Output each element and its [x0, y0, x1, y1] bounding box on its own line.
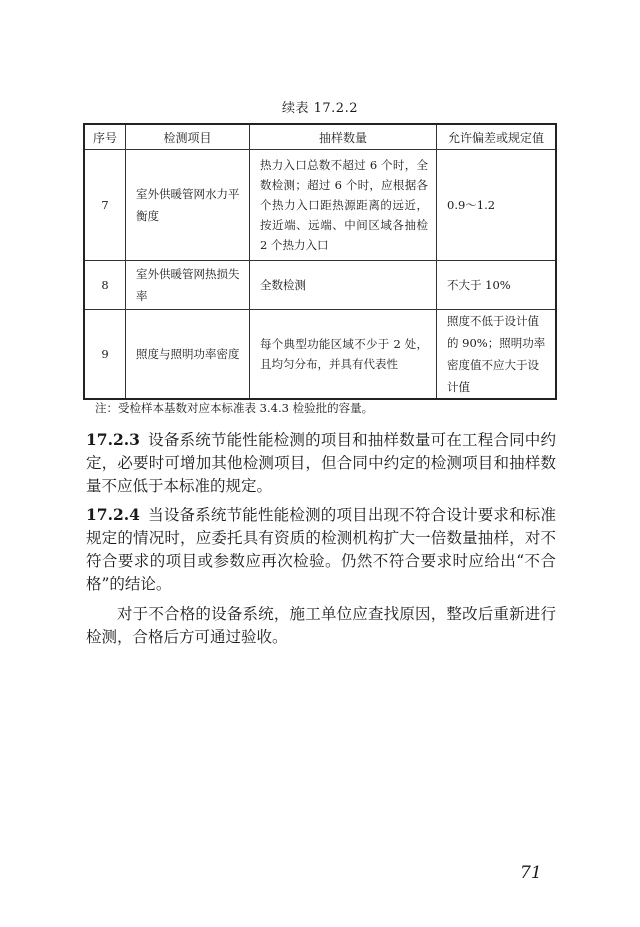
table-row [84, 310, 556, 400]
row-item [126, 150, 250, 261]
clause-17-2-3 [86, 428, 556, 498]
header-tolerance: 允许偏差或规定值 [437, 124, 557, 150]
row-no: 8 [84, 261, 126, 310]
row-tolerance: 不大于 10% [437, 261, 557, 310]
row-no: 9 [84, 310, 126, 400]
row-item-text: 室外供暖管网水力平衡度 [136, 187, 240, 223]
page-number: 71 [520, 863, 542, 883]
header-sample: 抽样数量 [250, 124, 437, 150]
clause-paragraph [86, 603, 556, 649]
paragraph-text: 对于不合格的设备系统，施工单位应查找原因，整改后重新进行检测，合格后方可通过验收。 [86, 605, 556, 646]
row-sample: 每个典型功能区域不少于 2 处，且均匀分布，并具有代表性 [250, 310, 437, 400]
spec-table [83, 123, 557, 400]
table-row [84, 261, 556, 310]
header-item: 检测项目 [126, 124, 250, 150]
row-item [126, 261, 250, 310]
clause-text: 设备系统节能性能检测的项目和抽样数量可在工程合同中约定，必要时可增加其他检测项目，但合同中约定的检测项目和抽样数量不应低于本标准的规定。 [86, 431, 556, 495]
row-item [126, 310, 250, 400]
clause-number: 17.2.4 [86, 505, 140, 524]
row-item-text: 照度与照明功率密度 [136, 347, 240, 361]
row-sample: 热力入口总数不超过 6 个时，全数检测；超过 6 个时，应根据各个热力入口距热源距离的远近，按近端、远端、中间区域各抽检 2 个热力入口 [250, 150, 437, 261]
table-row [84, 150, 556, 261]
table-header-row [84, 124, 556, 150]
table-caption: 续表 17.2.2 [282, 101, 358, 116]
row-tolerance: 0.9～1.2 [437, 150, 557, 261]
clause-text: 当设备系统节能性能检测的项目出现不符合设计要求和标准规定的情况时，应委托具有资质的检测机构扩大一倍数量抽样，对不符合要求的项目或参数应再次检验。仍然不符合要求时应给出“不合格”的结论。 [86, 506, 556, 593]
clause-17-2-4 [86, 503, 556, 596]
table-note: 注：受检样本基数对应本标准表 3.4.3 检验批的容量。 [95, 401, 374, 415]
row-item-text: 室外供暖管网热损失率 [136, 267, 240, 303]
row-tolerance: 照度不低于设计值的 90%；照明功率密度值不应大于设计值 [437, 310, 557, 400]
row-sample: 全数检测 [250, 261, 437, 310]
row-no: 7 [84, 150, 126, 261]
header-no: 序号 [84, 124, 126, 150]
clause-number: 17.2.3 [86, 430, 140, 449]
